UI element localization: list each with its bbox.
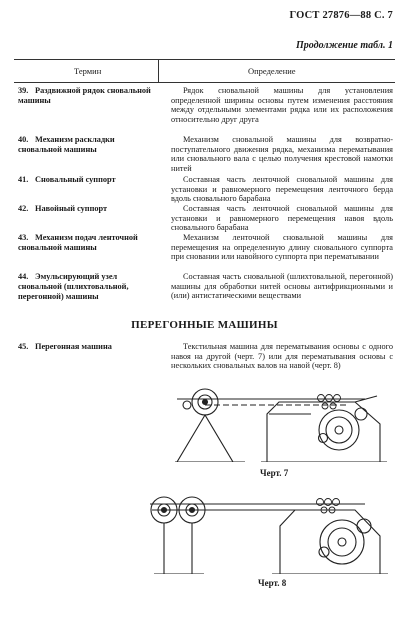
column-divider: [158, 59, 159, 83]
figure-8-drawing: [140, 486, 390, 574]
figure-7-drawing: [175, 386, 390, 462]
drive-gear-small: [355, 408, 367, 420]
definition-42: Составная часть ленточной сновальной машины для установки и равномерного перемещения навоя вдоль сновального барабана: [171, 204, 393, 233]
stand-left: [177, 415, 233, 462]
definition-44: Составная часть сновальной (шлихтовальной, перегонной) машины для обработки нитей основы антифрикционными и (или) антистатическими веществами: [171, 272, 393, 301]
machine-frame-right: [267, 402, 380, 462]
term-44: 44. Эмульсирующий узел сновальной (шлихтовальной, перегонной) машины: [18, 272, 129, 301]
table-head-rule: [14, 82, 395, 83]
beam-hub-main: [328, 528, 356, 556]
term-43: 43. Механизм подач ленточной сновальной машины: [18, 233, 138, 252]
column-header-term: Термин: [74, 66, 102, 76]
term-42: 42. Навойный суппорт: [18, 204, 108, 213]
term-39: 39. Раздвижной рядок сновальной машины: [18, 86, 151, 105]
table-top-rule: [14, 59, 395, 60]
definition-40: Механизм сновальной машины для возвратно-поступательного движения рядка, механизма перематывания или сновального вала с целью получения крестовой намотки нитей: [171, 135, 393, 173]
beam-axle-left: [203, 400, 208, 405]
term-40: 40. Механизм раскладки сновальной машины: [18, 135, 115, 154]
tension-rollers: [317, 499, 340, 514]
beam-hub-right: [326, 417, 352, 443]
definition-43: Механизм ленточной сновальной машины для перемещения на определенную длину сновального суппорта при сновании или навойного суппорта при перематывании: [171, 233, 393, 262]
beam-axle-main: [338, 538, 346, 546]
column-header-definition: Определение: [248, 66, 296, 76]
term-45: 45. Перегонная машина: [18, 342, 112, 351]
definition-45: Текстильная машина для перематывания основы с одного навоя на другой (черт. 7) или для перематывания основы с нескольких сновальных валов на навой (черт. 8): [171, 342, 393, 371]
figure-8-caption: Черт. 8: [258, 578, 287, 588]
definition-39: Рядок сновальной машины для установления определенной ширины основы путем изменения расстояния между отдельными элементами рядка или их расположения относительно друг друга: [171, 86, 393, 124]
table-continuation: Продолжение табл. 1: [295, 40, 393, 51]
definition-41: Составная часть ленточной сновальной машины для установки и равномерного перемещения ленточного берда вдоль сновального барабана: [171, 175, 393, 204]
standard-number: ГОСТ 27876—88 С. 7: [289, 10, 393, 21]
beam-flange-right: [319, 410, 359, 450]
section-title: ПЕРЕГОННЫЕ МАШИНЫ: [131, 319, 278, 331]
term-41: 41. Сновальный суппорт: [18, 175, 116, 184]
beam-axle-right: [335, 426, 343, 434]
guide-roller-left: [183, 401, 191, 409]
figure-7-caption: Черт. 7: [260, 468, 289, 478]
drive-gear: [357, 519, 371, 533]
